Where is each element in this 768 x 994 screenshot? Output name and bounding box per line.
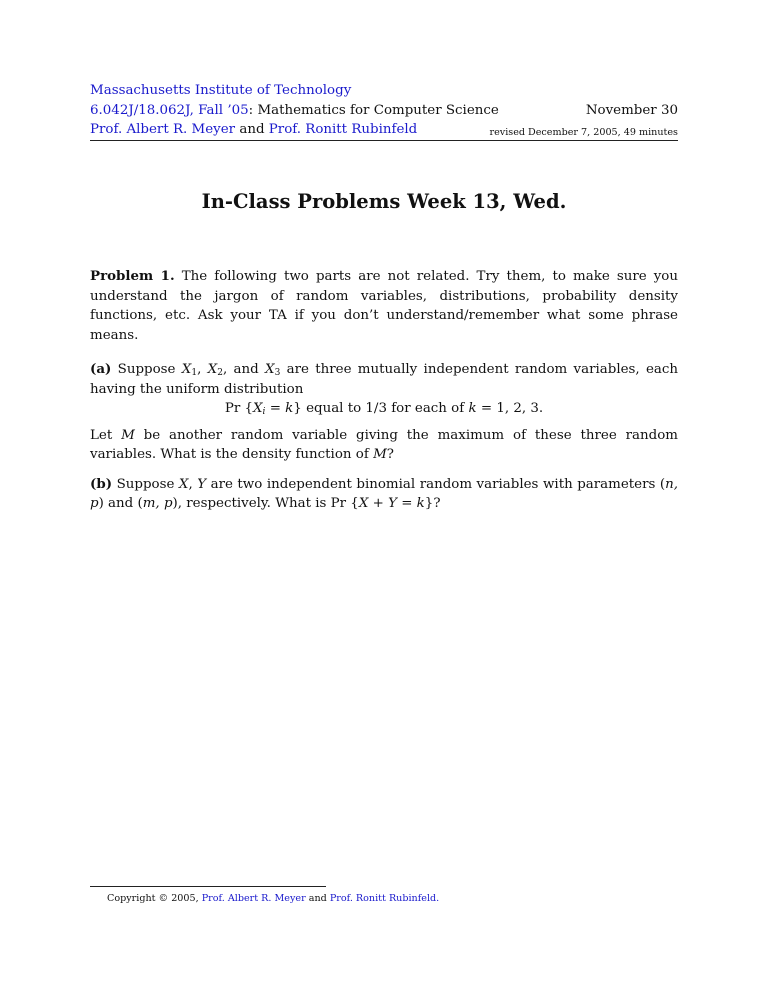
author1-link[interactable]: Prof. Albert R. Meyer [90, 122, 236, 137]
footnote-rule [90, 886, 326, 887]
part-a-text: (a) Suppose $X_1$, $X_2$, and $X_3$ are three mutually independent random variables, each having the uniform distribution [90, 361, 679, 397]
part-a-label: (a) [90, 361, 112, 377]
footer-author1-link[interactable]: Prof. Albert R. Meyer [201, 893, 306, 904]
header-left [90, 81, 510, 140]
course-title-separator: : [248, 102, 258, 118]
footer-author2-link[interactable]: Prof. Ronitt Rubinfeld. [329, 893, 440, 904]
revised-date: revised December 7, 2005, 49 minutes [489, 127, 678, 138]
copyright-text: Copyright © 2005, [107, 893, 202, 904]
part-a-question: Let M be another random variable giving the maximum of these three random variables. What is the density function of M? [90, 427, 678, 462]
course-code-link[interactable]: 6.042J/18.062J, Fall ’05 [90, 102, 249, 118]
problem-intro-text: The following two parts are not related. Try them, to make sure you understand the jargon of random variables, distributions, probability density functions, etc. Ask your TA if you don’t understand/remember what some phrase means. [90, 269, 678, 343]
footer-and: and [305, 893, 330, 904]
author-and: and [235, 122, 269, 137]
part-a-formula: Pr $\{X_i = k\}$ equal to 1/3 for each of k = 1, 2, 3. [224, 401, 544, 417]
header-rule [90, 140, 678, 141]
footer-copyright [107, 893, 439, 905]
course-title: Mathematics for Computer Science [257, 102, 499, 118]
author2-link[interactable]: Prof. Ronitt Rubinfeld [268, 122, 418, 137]
problem-1-intro [90, 267, 678, 345]
part-b-text: (b) Suppose X, Y are two independent binomial random variables with parameters (n, p) and (m, p), respectively. What is Pr {X + Y = k}? [90, 475, 678, 511]
institution-link[interactable]: Massachusetts Institute of Technology [90, 83, 352, 98]
date: November 30 [585, 102, 678, 118]
problem-label: Problem 1. [90, 268, 175, 284]
header-right [478, 81, 678, 143]
page-title: In-Class Problems Week 13, Wed. [201, 190, 567, 213]
part-b-label: (b) [90, 475, 113, 492]
problem-1 [90, 267, 678, 514]
